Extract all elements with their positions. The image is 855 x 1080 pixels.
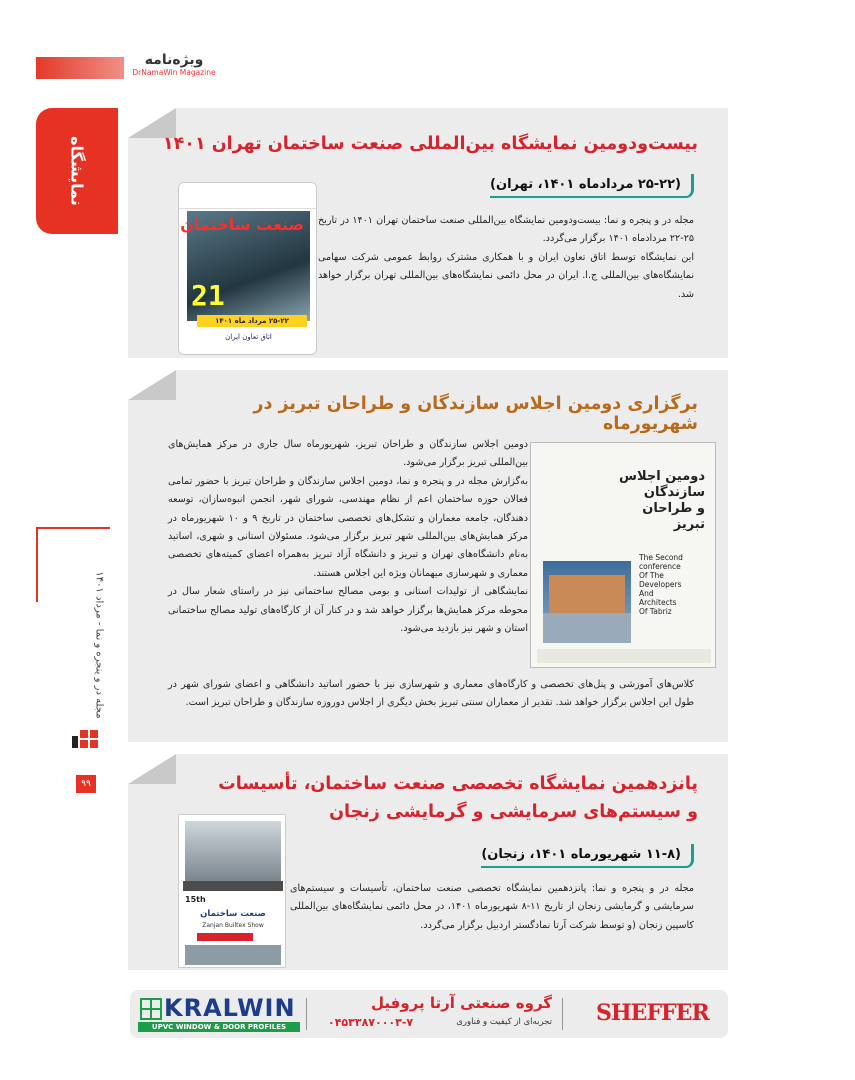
poster-title [619,469,705,533]
header-stripe [48,57,52,79]
section-tab [36,108,118,234]
section-tab-label: نمایشگاه [67,136,87,206]
article-body [290,880,694,935]
poster-tehran-expo [178,182,317,355]
article-subtitle: (۱۱-۸ شهریورماه ۱۴۰۱، زنجان) [481,844,694,868]
poster-title: صنعت ساختمان [200,909,266,919]
poster-english-title: Zanjan Builtex Show [202,922,264,929]
poster-number: 15th [185,895,206,904]
logo-text-en: DrNamaWin Magazine [132,68,216,77]
article-paragraph: دومین اجلاس سازندگان و طراحان تبریز، شهریورماه سال جاری در مرکز همایش‌های بین‌المللی تبریز برگزار می‌شود. [168,439,528,469]
poster-title-line: تبریز [673,517,705,532]
poster-title-line: دومین اجلاس [619,469,705,484]
kralwin-name: KRALWIN [164,994,296,1022]
poster-english-title [639,553,683,616]
logo-text-fa: ویژه‌نامه [144,52,204,68]
article-title-line: پانزدهمین نمایشگاه تخصصی صنعت ساختمان، تأسیسات [218,774,698,794]
article-body [318,212,694,304]
footer-divider [306,998,307,1030]
poster-title-line: سازندگان [643,485,705,500]
header-stripe [52,57,56,79]
arta-title: گروه صنعتی آرتا پروفیل [371,994,552,1012]
article-paragraph: نمایشگاهی از تولیدات استانی و بومی مصالح ساختمانی نیز در راستای شعار سال در محوطه مرکز همایش‌ها برگزار خواهد شد و در کنار آن از کارگاه‌های تولید مصالح ساختمانی استان و شهر نیز بازدید می‌شود. [168,586,528,635]
header-stripe [64,57,68,79]
article-paragraph: مجله در و پنجره و نما: پانزدهمین نمایشگاه تخصصی صنعت ساختمان، تأسیسات و سیستم‌های سرمایشی و گرمایشی زنجان از تاریخ ۱۱-۸ شهریورماه ۱۴۰۱، در محل دائمی نمایشگاه‌های بین‌المللی کاسپین زنجان (و توسط شرکت آرتا نمادگستر اردبیل برگزار می‌گردد. [290,883,694,931]
arta-tagline: تجربه‌ای از کیفیت و فناوری [456,1017,552,1027]
header-stripe [72,57,76,79]
issue-vertical-text: مجله در و پنجره و نما - مرداد ۱۴۰۱ [93,571,105,719]
poster-tabriz [530,442,716,668]
article-title: بیست‌ودومین نمایشگاه بین‌المللی صنعت ساختمان تهران ۱۴۰۱ [162,134,698,154]
kralwin-logo [138,996,300,1032]
article-body-wide [168,676,694,713]
poster-organizer: اتاق تعاون ایران [225,333,272,341]
sheffer-logo: SHEFFER [596,1000,709,1026]
header-stripe [104,57,108,79]
header-stripe [108,57,112,79]
header-stripe [44,57,48,79]
article-subtitle: (۲۵-۲۲ مردادماه ۱۴۰۱، تهران) [490,174,694,198]
article-paragraph: مجله در و پنجره و نما: بیست‌ودومین نمایشگاه بین‌المللی صنعت ساختمان تهران ۱۴۰۱ در تاریخ ۲۵-۲۲ مردادماه ۱۴۰۱ برگزار می‌گردد. [318,215,694,245]
header-stripe [88,57,92,79]
header-stripe [116,57,120,79]
header-stripe [68,57,72,79]
footer-divider [562,998,563,1030]
header-stripe [96,57,100,79]
header-stripe [80,57,84,79]
article-title-line: و سیستم‌های سرمایشی و گرمایشی زنجان [329,802,698,822]
kralwin-tagline: UPVC WINDOW & DOOR PROFILES [138,1022,300,1032]
article-card-zanjan [128,754,728,970]
poster-date: ۲۵-۲۲ مرداد ماه ۱۴۰۱ [197,315,307,327]
header-stripe [112,57,116,79]
poster-title-line: و طراحان [642,501,705,516]
poster-english-line: The Second [639,553,683,562]
article-paragraph: به‌گزارش مجله در و پنجره و نما، دومین اجلاس سازندگان و طراحان تبریز با حضور تمامی فعالان حوزه ساختمان اعم از نظام مهندسی، شورای شهر، انجمن انبوه‌سازان، توسعه دهندگان، جامعه معماران و تشکل‌های تخصصی ساختمان در تاریخ ۹ و ۱۰ شهریورماه در مرکز همایش‌های بین‌المللی شهر تبریز برگزار می‌شود. مسئولان استانی و شهری، اساتید به‌نام دانشگاه‌های تهران و تبریز و دانشگاه آزاد تبریز به‌همراه اعضای کمیته‌های تخصصی معماری و شهرسازی میهمانان ویژه این اجلاس هستند. [168,475,529,579]
article-body [168,436,528,638]
poster-english-line: conference [639,562,681,571]
poster-english-line: Developers [639,580,682,589]
header-stripe [120,57,124,79]
poster-english-line: And [639,589,654,598]
article-paragraph: این نمایشگاه توسط اتاق تعاون ایران و با همکاری مشترک روابط عمومی شرکت سهامی نمایشگاه‌های بین‌المللی ج.ا. ایران در محل دائمی نمایشگاه‌های بین‌المللی تهران برگزار خواهد شد. [318,251,694,300]
poster-english-line: Of Tabriz [639,607,672,616]
magazine-logo [124,52,224,82]
page-number: ۹۹ [76,775,96,793]
poster-english-line: Architects [639,598,677,607]
header-stripe [56,57,60,79]
article-title: برگزاری دومین اجلاس سازندگان و طراحان تبریز در شهریورماه [253,394,698,434]
poster-english-line: Of The [639,571,664,580]
header-stripe [76,57,80,79]
margin-line-horizontal [36,527,110,529]
header-stripe [36,57,40,79]
article-paragraph: کلاس‌های آموزشی و پنل‌های تخصصی و کارگاه‌های معماری و شهرسازی نیز با حضور اساتید دانشگاهی و اعضای شورای شهر در طول این اجلاس برگزار خواهد شد. تقدیر از معماران سنتی تبریز بخش دیگری از اجلاس دوروزه سازندگان و طراحان تبریز است. [168,679,694,709]
header-stripe [100,57,104,79]
poster-title: صنعت ساختمان [180,215,304,234]
header-stripe [84,57,88,79]
article-card-tabriz [128,370,728,742]
margin-line-vertical [36,527,38,602]
brand-window-icon [72,728,100,750]
footer-ad-banner [130,990,728,1038]
arta-phone: ۰۴۵۳۳۸۷۰۰۰۳-۷ [328,1016,414,1029]
header-stripe [40,57,44,79]
header-stripe [60,57,64,79]
header-stripe [92,57,96,79]
article-card-tehran-expo [128,108,728,358]
poster-number: 21 [191,279,225,312]
poster-zanjan [178,814,286,968]
